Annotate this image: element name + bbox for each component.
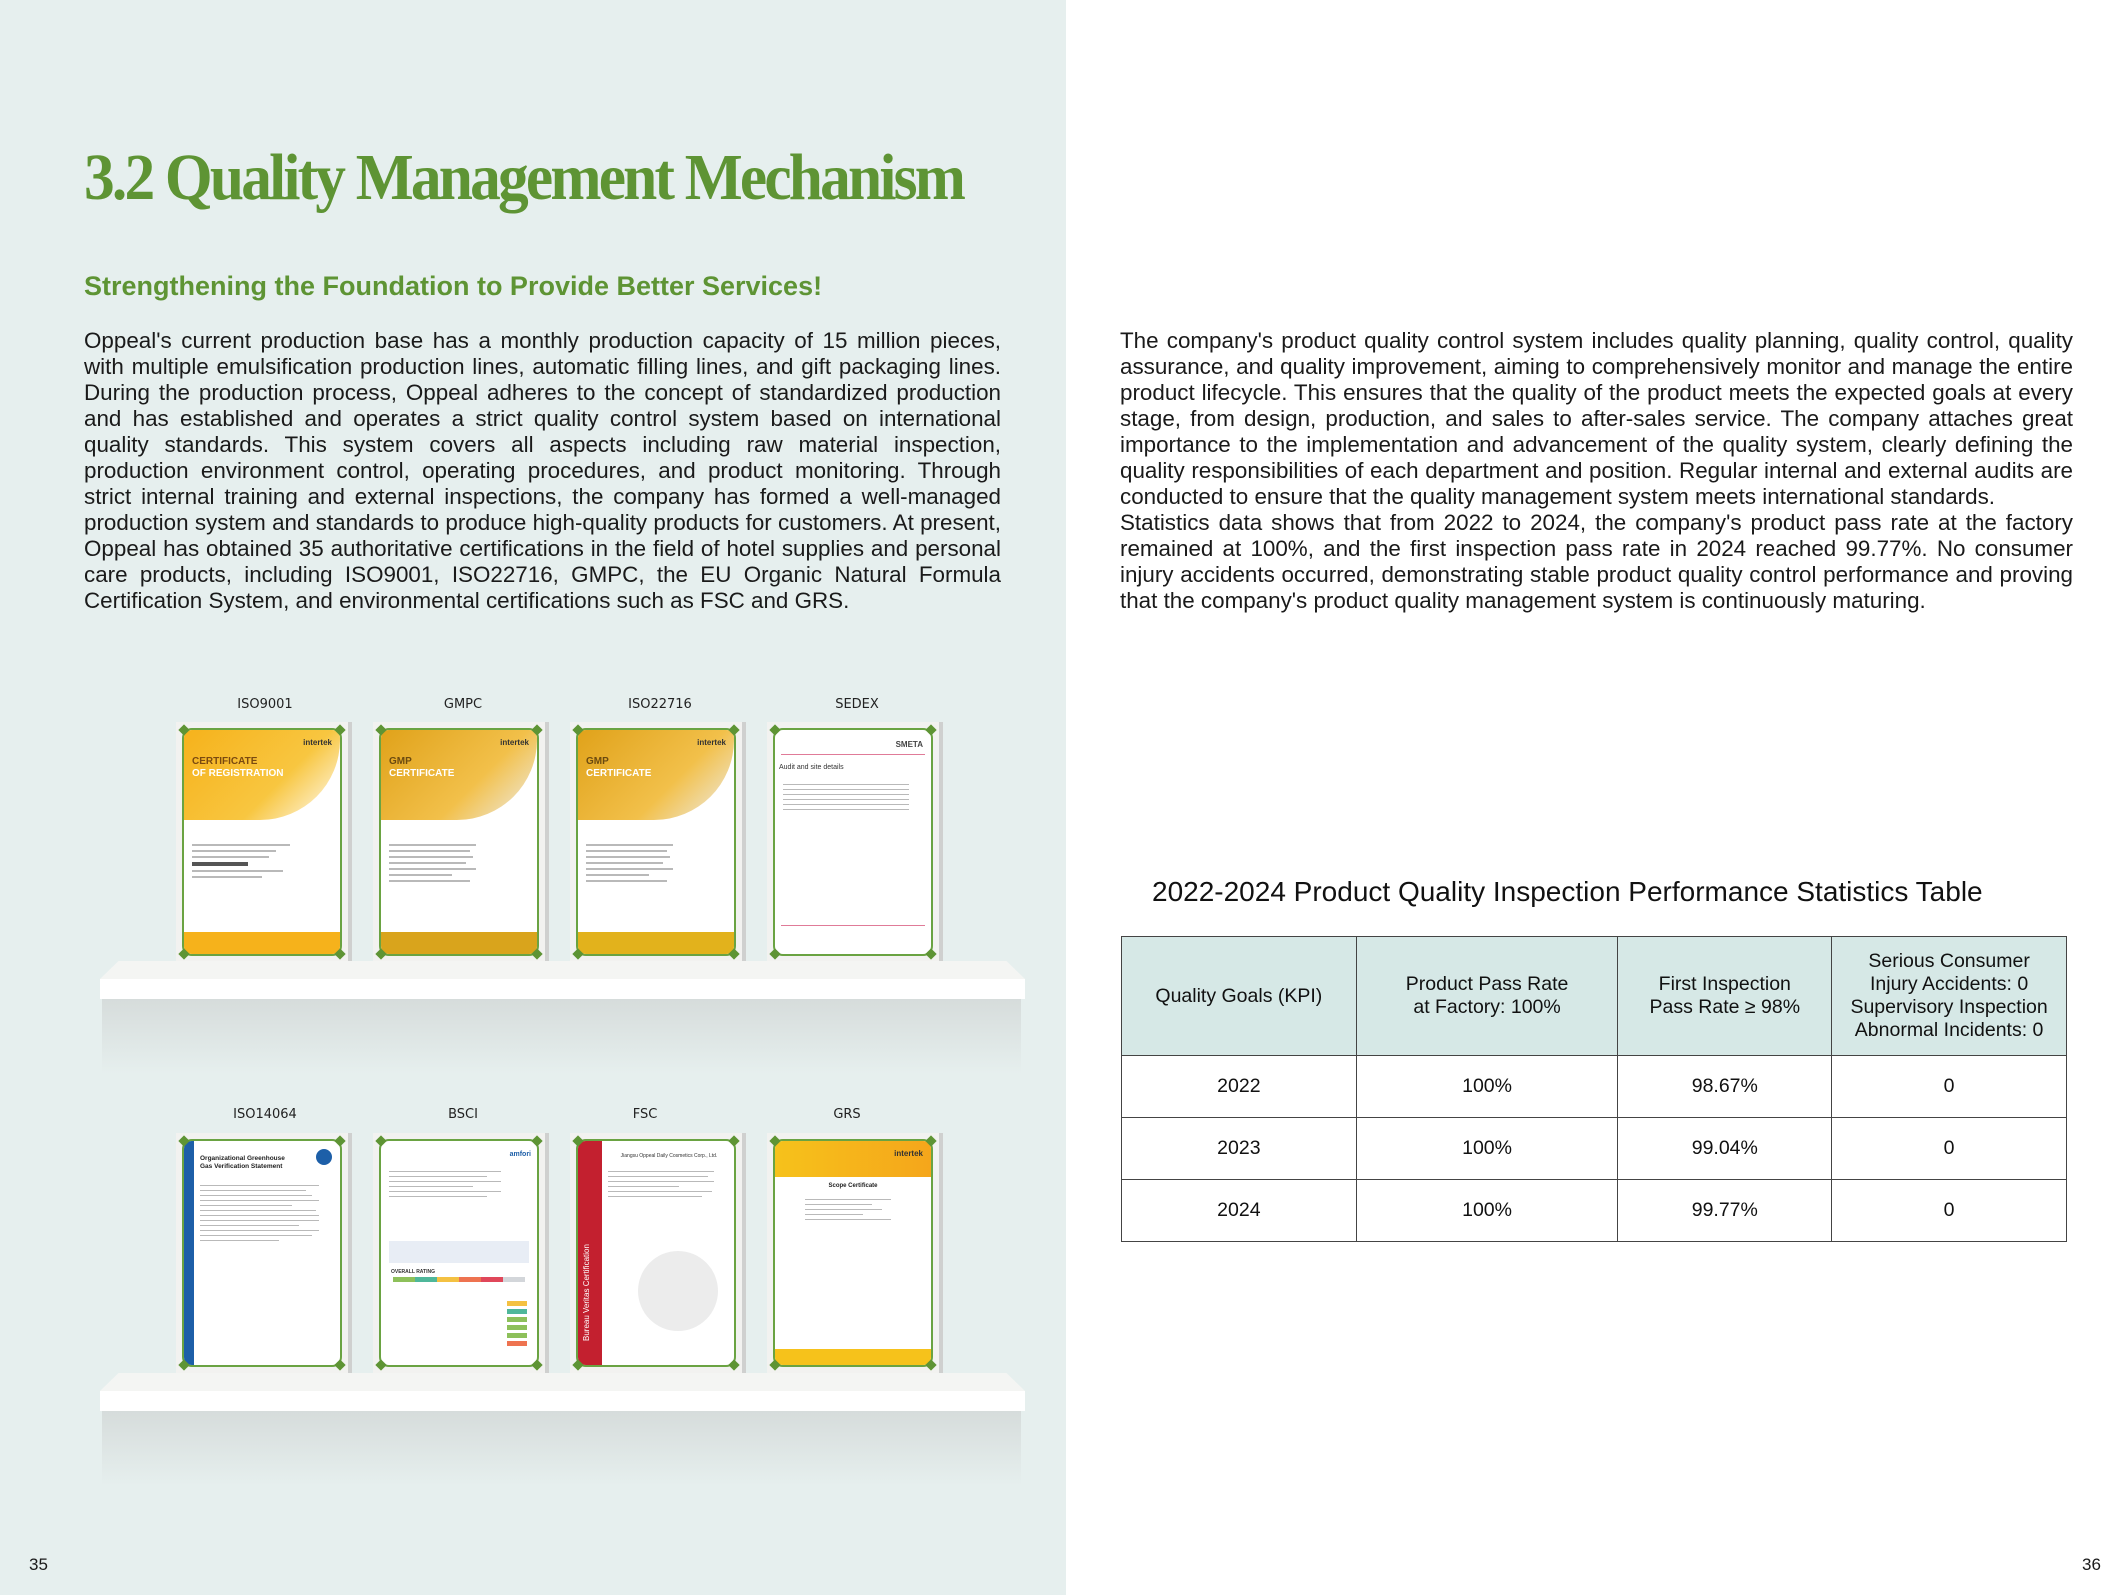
certificate-banner — [775, 1141, 931, 1177]
cert-label-fsc: FSC — [632, 1107, 658, 1122]
rating-swatch — [507, 1333, 527, 1338]
table-title: 2022-2024 Product Quality Inspection Performance Statistics Table — [1152, 876, 1983, 907]
header-line: at Factory: 100% — [1413, 996, 1561, 1018]
table-cell-incidents: 0 — [1832, 1118, 2067, 1180]
intertek-logo: intertek — [697, 738, 726, 747]
tuv-logo-icon — [316, 1149, 332, 1165]
certificate-sedex — [767, 722, 939, 962]
header-line: Product Pass Rate — [1405, 973, 1569, 995]
header-line: Quality Goals (KPI) — [1155, 984, 1323, 1007]
smeta-logo: SMETA — [895, 740, 923, 749]
info-box — [389, 1241, 529, 1263]
right-page — [1066, 0, 2126, 1595]
certificate-heading: CERTIFICATE OF REGISTRATION — [192, 756, 284, 779]
display-shelf — [90, 1373, 1025, 1488]
table-header-cell — [1122, 937, 1357, 1056]
rating-swatch — [507, 1317, 527, 1322]
right-body-text — [1120, 328, 2073, 614]
certificate-gmpc — [373, 722, 545, 962]
header-line: Abnormal Incidents: 0 — [1854, 1019, 2044, 1041]
bureau-veritas-logo: Bureau Veritas Certification — [582, 1244, 591, 1341]
cert-label-gmpc: GMPC — [443, 697, 483, 712]
certificate-iso22716 — [570, 722, 742, 962]
certificate-footer-band — [184, 932, 340, 954]
table-cell-factory-pass-rate: 100% — [1356, 1118, 1618, 1180]
certificate-text-lines — [200, 1181, 332, 1245]
table-header-cell — [1618, 937, 1832, 1056]
shelf-shadow — [102, 999, 1021, 1074]
page-number-left: 35 — [29, 1555, 48, 1574]
shelf-front — [100, 979, 1025, 999]
table-cell-year: 2024 — [1122, 1180, 1357, 1242]
certificate-heading: Jiangsu Oppeal Daily Cosmetics Corp., Ltd. — [620, 1153, 718, 1159]
page-title: 3.2 Quality Management Mechanism — [84, 141, 964, 214]
table-cell-incidents: 0 — [1832, 1180, 2067, 1242]
table-header-cell — [1356, 937, 1618, 1056]
page-number-right: 36 — [2082, 1555, 2101, 1574]
right-body-paragraph-2: Statistics data shows that from 2022 to 2024, the company's product pass rate at the factory remained at 100%, and the first inspection pass rate in 2024 reached 99.77%. No consumer injury accidents occurred, demonstrating stable product quality control performance and proving that the company's product quality management system is continuously maturing. — [1120, 510, 2073, 613]
certificate-heading: GMP CERTIFICATE — [389, 756, 455, 779]
left-body-text — [84, 328, 1001, 614]
cert-label-bsci: BSCI — [448, 1107, 478, 1122]
right-body-paragraph-1: The company's product quality control system includes quality planning, quality control, quality assurance, and quality improvement, aiming to comprehensively monitor and manage the entire product lifecycle. This ensures that the quality of the product meets the expected goals at every stage, from design, production, and sales to after-sales service. The company attaches great importance to the implementation and advancement of the quality system, clearly defining the quality responsibilities of each department and position. Regular internal and external audits are conducted to ensure that the quality management system meets international standards. — [1120, 328, 2073, 509]
shelf-front — [100, 1391, 1025, 1411]
cert-label-iso9001: ISO9001 — [237, 697, 293, 712]
certificate-heading: GMP CERTIFICATE — [586, 756, 652, 779]
display-shelf — [90, 961, 1025, 1076]
rating-swatch — [507, 1309, 527, 1314]
rating-bar — [393, 1277, 525, 1282]
certificate-footer-band — [775, 1349, 931, 1365]
header-line: Pass Rate ≥ 98% — [1649, 996, 1801, 1018]
intertek-logo: intertek — [500, 738, 529, 747]
certificate-text-lines — [586, 840, 726, 886]
table-cell-incidents: 0 — [1832, 1056, 2067, 1118]
intertek-logo: intertek — [303, 738, 332, 747]
table-row — [1122, 1180, 2067, 1242]
certificate-sidebar — [184, 1141, 194, 1365]
amfori-logo: amfori — [509, 1151, 531, 1158]
cert-label-grs: GRS — [833, 1107, 861, 1122]
table-cell-factory-pass-rate: 100% — [1356, 1180, 1618, 1242]
certificate-footer-band — [381, 932, 537, 954]
shelf-shadow — [102, 1411, 1021, 1486]
cert-label-iso14064: ISO14064 — [233, 1107, 297, 1122]
rating-swatch — [507, 1341, 527, 1346]
certificate-iso9001 — [176, 722, 348, 962]
divider — [781, 754, 925, 755]
certificate-fsc — [570, 1133, 742, 1373]
intertek-logo: intertek — [894, 1149, 923, 1158]
rating-heading: OVERALL RATING — [391, 1269, 435, 1275]
certificate-heading: Organizational Greenhouse Gas Verification Statement — [200, 1155, 285, 1170]
shelf-top — [100, 1373, 1025, 1391]
certificate-iso14064 — [176, 1133, 348, 1373]
table-cell-factory-pass-rate: 100% — [1356, 1056, 1618, 1118]
globe-watermark-icon — [638, 1251, 718, 1331]
certificate-text-lines — [783, 780, 923, 814]
cert-label-sedex: SEDEX — [835, 697, 879, 712]
table-row — [1122, 1056, 2067, 1118]
header-line: Injury Accidents: 0 — [1869, 973, 2029, 995]
divider — [781, 925, 925, 926]
quality-stats-table — [1121, 936, 2067, 1242]
rating-swatch — [507, 1325, 527, 1330]
header-line: Serious Consumer — [1868, 950, 2030, 972]
left-body-paragraph: Oppeal's current production base has a monthly production capacity of 15 million pieces, with multiple emulsification production lines, automatic filling lines, and gift packaging lines. During the production process, Oppeal adheres to the concept of standardized production and has established and operates a strict quality control system based on international quality standards. This system covers all aspects including raw material inspection, production environment control, operating procedures, and product monitoring. Through strict internal training and external inspections, the company has formed a well-managed production system and standards to produce high-quality products for customers. At present, Oppeal has obtained 35 authoritative certifications in the field of hotel supplies and personal care products, including ISO9001, ISO22716, GMPC, the EU Organic Natural Formula Certification System, and environmental certifications such as FSC and GRS. — [84, 328, 1001, 613]
table-header-cell — [1832, 937, 2067, 1056]
cert-label-iso22716: ISO22716 — [628, 697, 692, 712]
certificate-text-lines — [805, 1195, 901, 1224]
shelf-top — [100, 961, 1025, 979]
certificate-heading: Scope Certificate — [828, 1183, 878, 1189]
certificate-heading: Audit and site details — [779, 764, 844, 771]
table-cell-year: 2023 — [1122, 1118, 1357, 1180]
header-line: First Inspection — [1658, 973, 1791, 995]
rating-swatch — [507, 1301, 527, 1306]
certificate-grs — [767, 1133, 939, 1373]
certificate-footer-band — [578, 932, 734, 954]
certificate-text-lines — [389, 1167, 529, 1201]
certificate-text-lines — [192, 840, 332, 882]
table-header-row — [1122, 937, 2067, 1056]
page-subtitle: Strengthening the Foundation to Provide Better Services! — [84, 271, 823, 301]
certificate-bsci — [373, 1133, 545, 1373]
table-cell-first-inspection-rate: 99.77% — [1618, 1180, 1832, 1242]
table-row — [1122, 1118, 2067, 1180]
table-cell-year: 2022 — [1122, 1056, 1357, 1118]
header-line: Supervisory Inspection — [1850, 996, 2048, 1018]
table-cell-first-inspection-rate: 98.67% — [1618, 1056, 1832, 1118]
table-cell-first-inspection-rate: 99.04% — [1618, 1118, 1832, 1180]
certificate-text-lines — [608, 1167, 726, 1201]
certificate-text-lines — [389, 840, 529, 886]
